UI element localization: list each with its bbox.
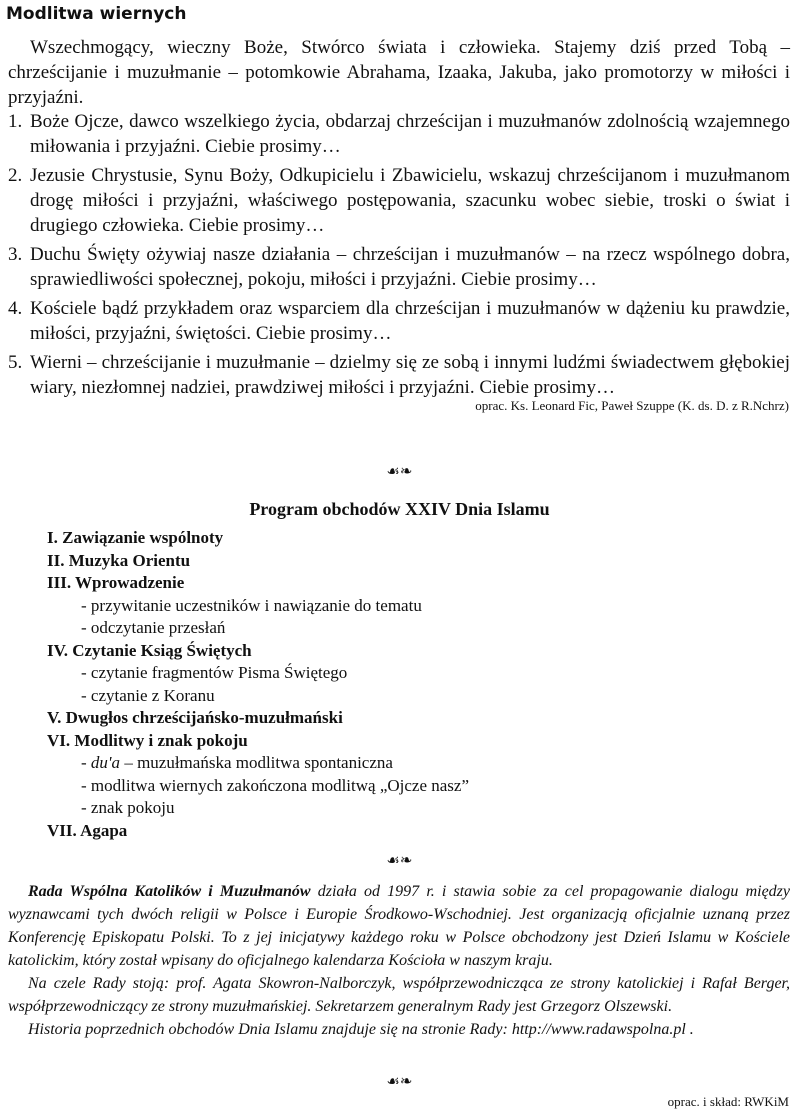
about-council: [8, 880, 790, 1041]
program-section: II. Muzyka Orientu: [47, 550, 191, 570]
petition-number: 5.: [8, 352, 23, 373]
about-paragraph: Na czele Rady stoją: prof. Agata Skowron-Nalborczyk, współprzewodnicząca ze strony katolickiej i Rafał Berger, współprzewodniczący ze strony muzułmańskiej. Sekretarzem generalnym Rady jest Grzegorz Olszewski.: [8, 975, 790, 1015]
program-section: IV. Czytanie Ksiąg Świętych: [47, 640, 252, 660]
subitem-text: – muzułmańska modlitwa spontaniczna: [120, 753, 393, 772]
program-subitem: - przywitanie uczestników i nawiązanie do tematu: [81, 595, 422, 615]
ornament-divider-icon: ☙❧: [386, 1072, 413, 1090]
petition-number: 2.: [8, 165, 23, 186]
about-paragraph: Historia poprzednich obchodów Dnia Islamu znajduje się na stronie Rady: http://www.radawspolna.pl .: [28, 1021, 694, 1038]
petition-number: 4.: [8, 298, 23, 319]
organization-name: Rada Wspólna Katolików i Muzułmanów: [28, 883, 311, 900]
petition-number: 1.: [8, 111, 23, 132]
dua-term: du'a: [90, 753, 121, 772]
prayer-heading: Modlitwa wiernych: [6, 4, 187, 24]
petition-item: [8, 163, 790, 238]
subitem-dash: -: [81, 753, 91, 772]
about-text: działa od 1997 r. i stawia sobie za cel propagowanie dialogu między wyznawcami tych dwóch religii w Polsce i Europie Środkowo-Wschodniej. Jest organizacją oficjalnie uznaną przez Konferencję Episkopatu Polski. To z jej inicjatywy każdego roku w Polsce obchodzony jest Dzień Islamu w Kościele katolickim, który został wpisany do oficjalnego kalendarza Kościoła w naszym kraju.: [8, 883, 791, 969]
petition-text: Kościele bądź przykładem oraz wsparciem dla chrześcijan i muzułmanów w dążeniu ku prawdzie, miłości, przyjaźni, świętości. Ciebie prosimy…: [30, 298, 790, 344]
petition-item: [8, 109, 790, 159]
program-section: V. Dwugłos chrześcijańsko-muzułmański: [47, 708, 343, 727]
about-paragraph: [8, 880, 790, 972]
petition-number: 3.: [8, 244, 23, 265]
prayer-credit: oprac. Ks. Leonard Fic, Paweł Szuppe (K. ds. D. z R.Nchrz): [475, 398, 789, 413]
program-section: III. Wprowadzenie: [47, 573, 185, 592]
program-subitem: - modlitwa wiernych zakończona modlitwą „Ojcze nasz”: [81, 775, 470, 795]
petition-item: [8, 296, 790, 346]
program-section: VII. Agapa: [47, 820, 128, 840]
program-title: Program obchodów XXIV Dnia Islamu: [249, 499, 550, 519]
petition-text: Jezusie Chrystusie, Synu Boży, Odkupicielu i Zbawicielu, wskazuj chrześcijanom i muzułmanom drogę miłości i przyjaźni, właściwego postępowania, szacunku wobec siebie, troski o świat i drugiego człowieka. Ciebie prosimy…: [30, 165, 790, 236]
petition-list: [8, 109, 790, 404]
petition-item: [8, 350, 790, 400]
petition-text: Boże Ojcze, dawco wszelkiego życia, obdarzaj chrześcijan i muzułmanów zdolnością wzajemnego miłowania i przyjaźni. Ciebie prosimy…: [30, 111, 790, 157]
petition-item: [8, 242, 790, 292]
program-section: I. Zawiązanie wspólnoty: [47, 528, 224, 547]
footer-credit: oprac. i skład: RWKiM: [667, 1094, 789, 1109]
program-list: [47, 527, 767, 842]
program-subitem: [47, 752, 767, 775]
program-subitem: - czytanie z Koranu: [81, 685, 215, 705]
ornament-divider-icon: ☙❧: [386, 462, 413, 480]
program-subitem: - odczytanie przesłań: [81, 618, 226, 637]
petition-text: Duchu Święty ożywiaj nasze działania – chrześcijan i muzułmanów – na rzecz wspólnego dobra, sprawiedliwości społecznej, pokoju, miłości i przyjaźni. Ciebie prosimy…: [30, 244, 790, 290]
prayer-intro: Wszechmogący, wieczny Boże, Stwórco świata i człowieka. Stajemy dziś przed Tobą – chrześcijanie i muzułmanie – potomkowie Abrahama, Izaaka, Jakuba, jako promotorzy w miłości i przyjaźni.: [8, 37, 790, 108]
ornament-divider-icon: ☙❧: [386, 851, 413, 869]
program-subitem: - znak pokoju: [81, 798, 175, 817]
program-subitem: - czytanie fragmentów Pisma Świętego: [81, 663, 348, 682]
petition-text: Wierni – chrześcijanie i muzułmanie – dzielmy się ze sobą i innymi ludźmi świadectwem głębokiej wiary, niezłomnej nadziei, prawdziwej miłości i przyjaźni. Ciebie prosimy…: [30, 352, 790, 398]
program-section: VI. Modlitwy i znak pokoju: [47, 730, 248, 750]
